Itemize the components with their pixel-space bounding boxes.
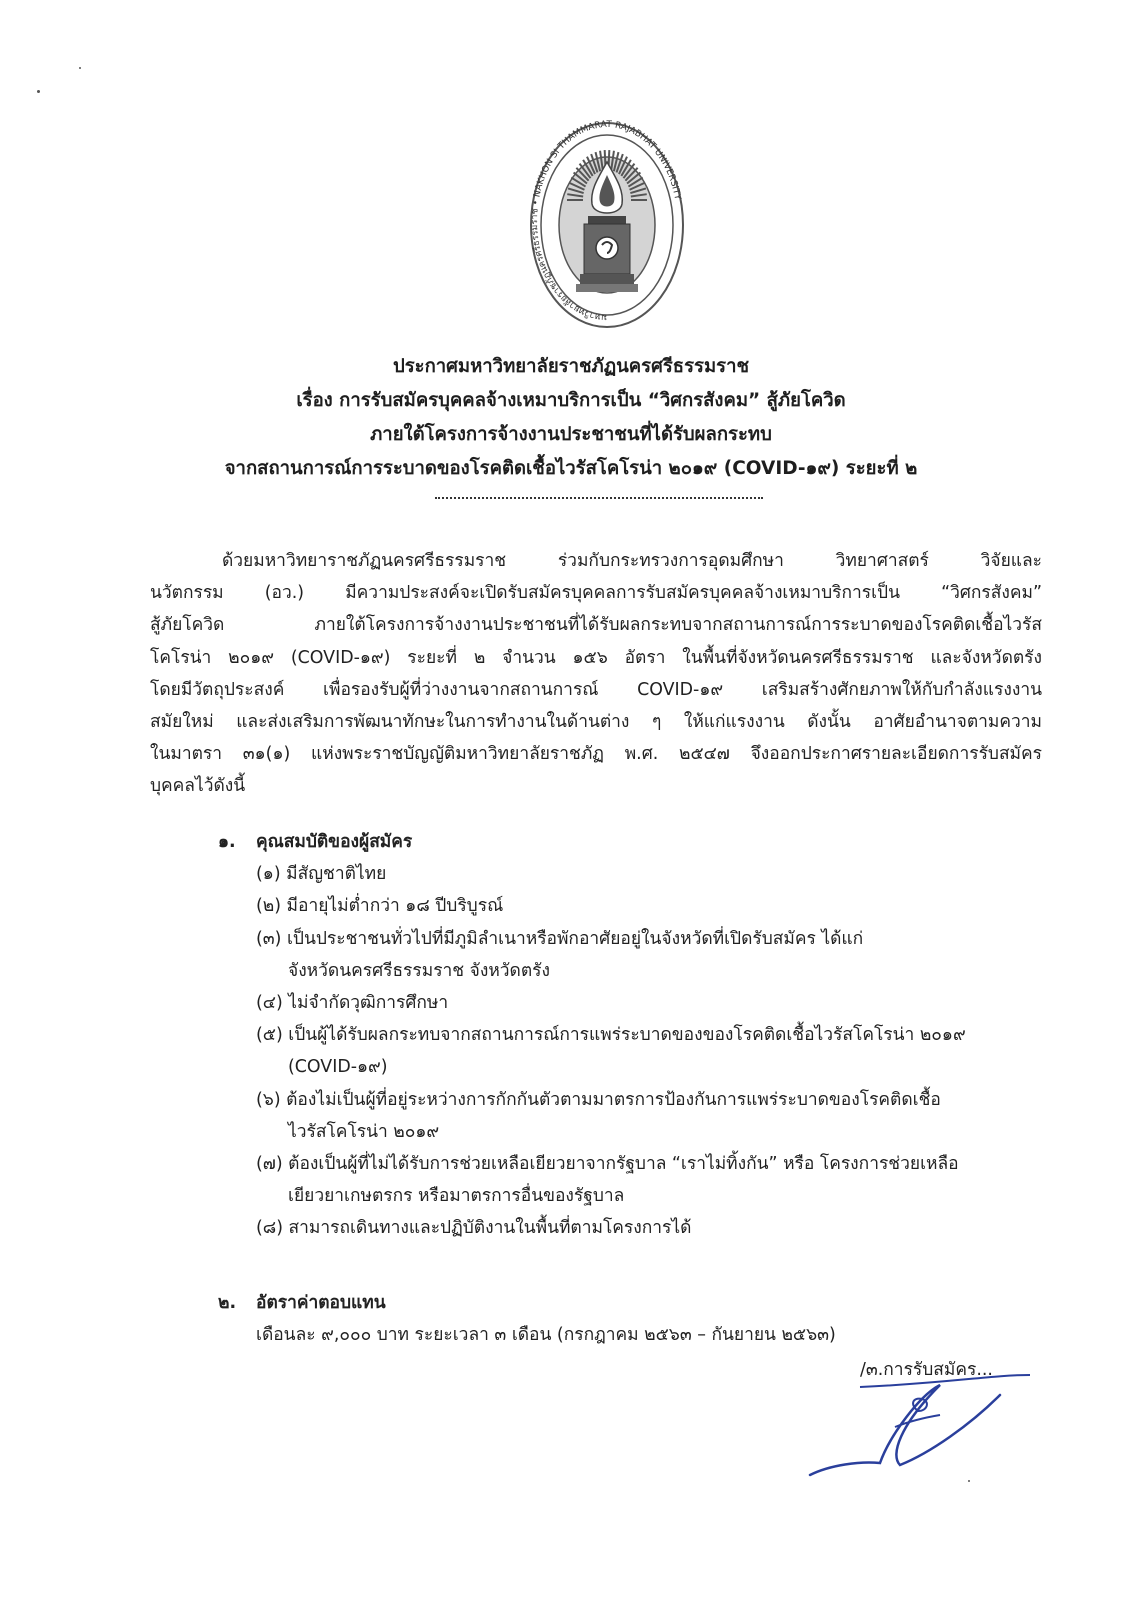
intro-paragraph <box>150 545 1042 803</box>
list-item <box>256 987 966 1019</box>
paragraph-line: บุคคลไว้ดังนี้ <box>150 776 246 797</box>
list-item <box>256 858 966 890</box>
paragraph-line: โคโรน่า ๒๐๑๙ (COVID-๑๙) ระยะที่ ๒ จำนวน ๑๕๖ อัตรา ในพื้นที่จังหวัดนครศรีธรรมราช และจังหวัดตรัง <box>150 647 1042 668</box>
announcement-title <box>150 350 992 486</box>
paragraph-line: ด้วยมหาวิทยาราชภัฏนครศรีธรรมราช ร่วมกับกระทรวงการอุดมศึกษา วิทยาศาสตร์ วิจัยและ <box>222 551 1042 571</box>
list-item <box>256 1019 966 1083</box>
list-item-text: (๔) ไม่จำกัดวุฒิการศึกษา <box>256 993 449 1014</box>
list-item-continuation: ไวรัสโคโรน่า ๒๐๑๙ <box>288 1121 440 1142</box>
list-item <box>256 890 966 922</box>
list-item <box>256 1212 966 1244</box>
compensation-text: เดือนละ ๙,๐๐๐ บาท ระยะเวลา ๓ เดือน (กรกฎาคม ๒๕๖๓ – กันยายน ๒๕๖๓) <box>256 1325 836 1346</box>
paragraph-line: นวัตกรรม (อว.) มีความประสงค์จะเปิดรับสมัครบุคคลการรับสมัครบุคคลจ้างเหมาบริการเป็น “วิศกรสังคม” <box>150 583 1042 604</box>
dotted-divider <box>435 497 763 499</box>
scan-speck <box>79 67 81 69</box>
section-number: ๒. <box>218 1293 237 1313</box>
title-line-1: ประกาศมหาวิทยาลัยราชภัฏนครศรีธรรมราช <box>392 356 750 377</box>
list-item-text: (๗) ต้องเป็นผู้ที่ไม่ได้รับการช่วยเหลือเยียวยาจากรัฐบาล “เราไม่ทิ้งกัน” หรือ โครงการช่วยเหลือ <box>256 1154 959 1175</box>
list-item-text: (๓) เป็นประชาชนทั่วไปที่มีภูมิลำเนาหรือพักอาศัยอยู่ในจังหวัดที่เปิดรับสมัคร ได้แก่ <box>256 928 864 949</box>
list-item-continuation: เยียวยาเกษตรกร หรือมาตรการอื่นของรัฐบาล <box>288 1186 625 1207</box>
paragraph-line: สู้ภัยโควิด ภายใต้โครงการจ้างงานประชาชนที่ได้รับผลกระทบจากสถานการณ์การระบาดของโรคติดเชื้อไวรัส <box>150 615 1042 636</box>
title-line-3: ภายใต้โครงการจ้างงานประชาชนที่ได้รับผลกระทบ <box>370 424 772 445</box>
list-item <box>256 1148 966 1212</box>
list-item-text: (๒) มีอายุไม่ต่ำกว่า ๑๘ ปีบริบูรณ์ <box>256 896 504 917</box>
paragraph-line: โดยมีวัตถุประสงค์ เพื่อรองรับผู้ที่ว่างงานจากสถานการณ์ COVID-๑๙ เสริมสร้างศักยภาพให้กับกำลังแรงงาน <box>150 679 1042 700</box>
section-heading-text: คุณสมบัติของผู้สมัคร <box>256 832 413 852</box>
title-line-4: จากสถานการณ์การระบาดของโรคติดเชื้อไวรัสโคโรน่า ๒๐๑๙ (COVID-๑๙) ระยะที่ ๒ <box>224 458 918 479</box>
signature-icon <box>800 1365 1045 1490</box>
list-item-continuation: (COVID-๑๙) <box>288 1057 388 1078</box>
seal-ring-text: มหาวิทยาลัยราชภัฏนครศรีธรรมราช • NAKHON SI THAMMARAT RAJABHAT UNIVERSITY <box>530 120 683 323</box>
paragraph-line: ในมาตรา ๓๑(๑) แห่งพระราชบัญญัติมหาวิทยาลัยราชภัฏ พ.ศ. ๒๕๔๗ จึงออกประกาศรายละเอียดการรับสมัคร <box>150 744 1042 765</box>
list-item-text: (๑) มีสัญชาติไทย <box>256 864 387 885</box>
page-continuation: /๓.การรับสมัคร... <box>860 1360 993 1380</box>
scan-speck <box>37 90 40 93</box>
section-heading-text: อัตราค่าตอบแทน <box>256 1293 386 1313</box>
section-compensation <box>218 1287 836 1351</box>
paragraph-line: สมัยใหม่ และส่งเสริมการพัฒนาทักษะในการทำงานในด้านต่าง ๆ ให้แก่แรงงาน ดังนั้น อาศัยอำนาจตามความ <box>150 712 1042 733</box>
list-item <box>256 923 966 987</box>
list-item-text: (๖) ต้องไม่เป็นผู้ที่อยู่ระหว่างการกักกันตัวตามมาตรการป้องกันการแพร่ระบาดของโรคติดเชื้อ <box>256 1089 941 1110</box>
list-item-text: (๕) เป็นผู้ได้รับผลกระทบจากสถานการณ์การแพร่ระบาดของของโรคติดเชื้อไวรัสโคโรน่า ๒๐๑๙ <box>256 1025 966 1046</box>
university-seal-icon <box>528 120 686 330</box>
section-heading <box>218 1287 836 1319</box>
list-item-text: (๘) สามารถเดินทางและปฏิบัติงานในพื้นที่ตามโครงการได้ <box>256 1218 692 1239</box>
section-number: ๑. <box>218 832 236 852</box>
title-line-2: เรื่อง การรับสมัครบุคคลจ้างเหมาบริการเป็น “วิศกรสังคม” สู้ภัยโควิด <box>296 390 846 411</box>
list-item <box>256 1084 966 1148</box>
qualification-list <box>256 858 966 1244</box>
list-item-continuation: จังหวัดนครศรีธรรมราช จังหวัดตรัง <box>288 960 550 981</box>
section-qualifications <box>218 826 966 1245</box>
section-heading <box>218 826 966 858</box>
